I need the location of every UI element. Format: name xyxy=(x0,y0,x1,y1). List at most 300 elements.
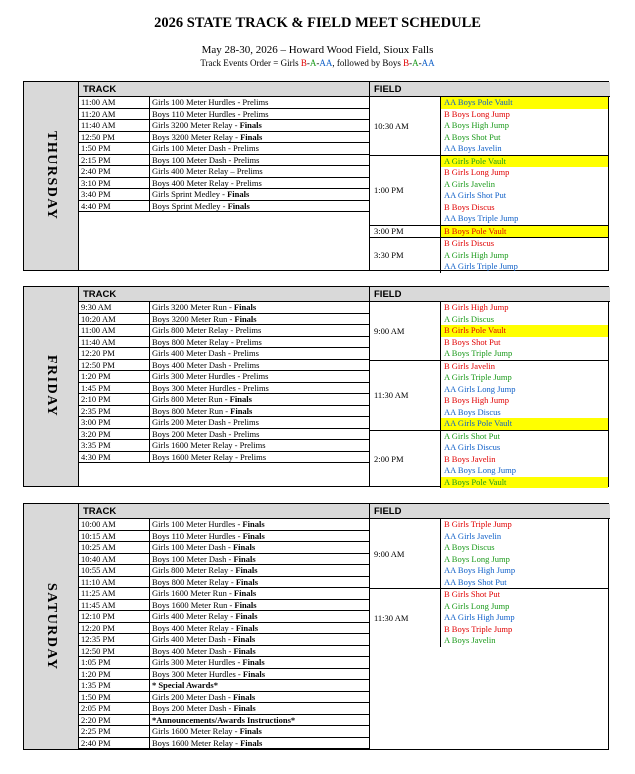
track-event-name: Girls 200 Meter Dash - xyxy=(152,691,233,702)
field-event: A Girls High Jump xyxy=(444,249,509,260)
track-event-final: Finals xyxy=(242,519,265,529)
field-event: B Girls High Jump xyxy=(444,302,509,312)
field-time-group xyxy=(370,156,608,226)
page-subtitle: May 28-30, 2026 – Howard Wood Field, Sioux Falls xyxy=(201,44,434,56)
track-event-name: Girls Sprint Medley - xyxy=(152,189,228,199)
table-row xyxy=(79,337,369,349)
track-event-name: Boys 200 Meter Dash - xyxy=(152,703,234,713)
track-event xyxy=(150,155,369,166)
track-event-name: Girls 100 Meter Dash - Prelims xyxy=(152,143,259,153)
track-event-name: Girls 200 Meter Dash - Prelims xyxy=(152,417,259,427)
field-time: 9:00 AM xyxy=(370,519,441,588)
track-event xyxy=(150,348,369,359)
table-row xyxy=(79,314,369,326)
field-event: B Boys Shot Put xyxy=(444,336,501,347)
field-time-group xyxy=(370,238,608,273)
order-girls-dash-2: - xyxy=(316,58,320,68)
field-event: AA Girls Long Jump xyxy=(444,383,516,394)
track-event xyxy=(150,371,369,382)
track-event xyxy=(150,634,369,645)
track-time: 3:35 PM xyxy=(79,440,150,451)
field-event: B Girls Shot Put xyxy=(444,589,500,599)
field-events xyxy=(441,361,608,430)
track-event-name: Boys 3200 Meter Relay - xyxy=(152,131,241,142)
field-event: B Girls Javelin xyxy=(444,360,495,371)
field-event: AA Boys High Jump xyxy=(444,565,516,575)
track-event xyxy=(150,623,369,634)
field-time-group xyxy=(370,431,608,489)
track-event xyxy=(150,519,369,530)
track-time: 11:40 AM xyxy=(79,120,150,131)
track-event-name: Girls 400 Meter Relay – Prelims xyxy=(152,166,263,176)
field-table xyxy=(369,97,608,270)
track-time: 4:30 PM xyxy=(79,452,150,463)
track-event-name: Girls 400 Meter Relay - xyxy=(152,611,236,621)
track-time: 11:00 AM xyxy=(79,97,150,108)
table-row xyxy=(79,417,369,429)
track-event-final: Finals xyxy=(242,657,265,667)
track-time: 1:20 PM xyxy=(79,669,150,680)
schedule-block-saturday xyxy=(23,503,609,750)
track-time: 11:00 AM xyxy=(79,325,150,336)
track-event xyxy=(150,109,369,120)
field-events xyxy=(441,519,608,588)
table-row xyxy=(79,657,369,669)
field-event: B Girls Triple Jump xyxy=(444,519,512,529)
field-event: A Girls Javelin xyxy=(444,178,495,189)
order-boys-dash-2: - xyxy=(418,58,422,68)
order-boys-dash-1: - xyxy=(409,58,413,68)
track-event xyxy=(150,680,369,691)
field-event: AA Boys Long Jump xyxy=(444,465,517,475)
track-event xyxy=(150,132,369,143)
track-event-name: Girls 1600 Meter Run - xyxy=(152,588,234,598)
track-event xyxy=(150,588,369,599)
field-time: 10:30 AM xyxy=(370,97,441,155)
track-time: 3:40 PM xyxy=(79,189,150,200)
field-event: AA Girls Discus xyxy=(444,442,501,452)
track-event xyxy=(150,726,369,737)
track-time: 1:50 PM xyxy=(79,692,150,703)
track-event-name: Boys 800 Meter Relay - Prelims xyxy=(152,336,262,347)
track-event-name: Girls 800 Meter Relay - Prelims xyxy=(152,325,262,335)
track-event xyxy=(150,406,369,417)
day-label-cell xyxy=(24,82,79,270)
track-event-name: Boys 300 Meter Hurdles - Prelims xyxy=(152,382,269,393)
field-events xyxy=(441,302,608,360)
track-event-name: Boys 100 Meter Dash - Prelims xyxy=(152,154,260,165)
field-event: A Girls Long Jump xyxy=(444,600,510,611)
track-event-final: Finals xyxy=(232,634,256,644)
order-girls-a: A xyxy=(309,58,317,68)
table-row xyxy=(79,201,369,213)
track-event-final: Finals xyxy=(227,200,250,211)
field-event: A Boys Pole Vault xyxy=(441,477,608,489)
table-row xyxy=(79,542,369,554)
field-time: 11:30 AM xyxy=(370,589,441,647)
track-time: 10:55 AM xyxy=(79,565,150,576)
track-event-name: Girls 800 Meter Run - xyxy=(152,394,230,404)
track-time: 12:20 PM xyxy=(79,348,150,359)
table-row xyxy=(79,155,369,167)
track-event-name: Girls 400 Meter Dash - Prelims xyxy=(152,348,259,358)
table-row xyxy=(79,726,369,738)
track-event-final: Finals xyxy=(233,553,256,564)
track-header: TRACK xyxy=(79,287,369,302)
track-time: 3:10 PM xyxy=(79,178,150,189)
track-table xyxy=(79,519,369,749)
table-row xyxy=(79,623,369,635)
track-event-name: Girls 100 Meter Hurdles - Prelims xyxy=(152,97,269,107)
table-row xyxy=(79,325,369,337)
table-row xyxy=(79,669,369,681)
track-event-final: *Announcements/Awards Instructions* xyxy=(152,714,296,725)
track-event-final: Finals xyxy=(233,302,257,312)
table-row xyxy=(79,565,369,577)
day-label-cell xyxy=(24,287,79,486)
track-time: 12:50 PM xyxy=(79,360,150,371)
track-event xyxy=(150,531,369,542)
day-label: FRIDAY xyxy=(44,355,59,418)
track-event xyxy=(150,738,369,749)
track-event xyxy=(150,600,369,611)
table-row xyxy=(79,166,369,178)
track-event-final: Finals xyxy=(235,611,258,621)
table-row xyxy=(79,531,369,543)
track-event xyxy=(150,360,369,371)
track-time: 4:40 PM xyxy=(79,201,150,212)
track-time: 10:40 AM xyxy=(79,554,150,565)
field-event: A Girls Triple Jump xyxy=(444,372,512,382)
track-event-name: Girls 1600 Meter Relay - xyxy=(152,726,240,736)
field-events xyxy=(441,156,608,225)
track-event-final: * Special Awards* xyxy=(152,680,218,690)
track-event xyxy=(150,417,369,428)
track-event-final: Finals xyxy=(240,131,263,142)
track-time: 9:30 AM xyxy=(79,302,150,313)
table-row xyxy=(79,394,369,406)
field-time-group xyxy=(370,97,608,156)
table-row xyxy=(79,360,369,372)
track-event xyxy=(150,669,369,680)
field-event: AA Girls High Jump xyxy=(444,612,515,622)
track-event-name: Boys 400 Meter Dash - xyxy=(152,645,234,656)
track-event-final: Finals xyxy=(239,120,262,130)
track-event xyxy=(150,429,369,440)
track-event-final: Finals xyxy=(232,691,256,702)
track-time: 12:10 PM xyxy=(79,611,150,622)
track-event-name: Boys 200 Meter Dash - Prelims xyxy=(152,428,260,439)
track-event-name: Girls 300 Meter Hurdles - Prelims xyxy=(152,371,269,381)
track-time: 11:20 AM xyxy=(79,109,150,120)
field-event: B Boys Pole Vault xyxy=(441,226,608,238)
track-event-final: Finals xyxy=(242,668,266,679)
table-row xyxy=(79,703,369,715)
track-time: 3:00 PM xyxy=(79,417,150,428)
table-row xyxy=(79,143,369,155)
table-row xyxy=(79,738,369,750)
field-event: A Boys Triple Jump xyxy=(444,348,513,358)
track-event-name: Girls 300 Meter Hurdles - xyxy=(152,657,243,667)
track-event-name: Boys 100 Meter Dash - xyxy=(152,553,234,564)
field-event: A Girls Shot Put xyxy=(444,430,500,441)
track-time: 2:15 PM xyxy=(79,155,150,166)
track-event xyxy=(150,715,369,726)
field-time: 11:30 AM xyxy=(370,361,441,430)
field-event: AA Boys Shot Put xyxy=(444,576,507,587)
field-event: AA Boys Triple Jump xyxy=(444,213,519,223)
field-time-group xyxy=(370,361,608,431)
track-event xyxy=(150,692,369,703)
track-event-name: Boys 400 Meter Relay - Prelims xyxy=(152,177,262,188)
track-event xyxy=(150,201,369,212)
track-order-note xyxy=(0,58,635,68)
track-event xyxy=(150,611,369,622)
track-event-name: Boys 110 Meter Hurdles - Prelims xyxy=(152,108,269,119)
field-time: 9:00 AM xyxy=(370,302,441,360)
track-time: 2:40 PM xyxy=(79,738,150,749)
day-label: SATURDAY xyxy=(44,582,59,671)
track-event-name: Girls 400 Meter Dash - xyxy=(152,634,233,644)
track-time: 1:35 PM xyxy=(79,680,150,691)
field-events xyxy=(441,226,608,238)
field-time: 1:00 PM xyxy=(370,156,441,225)
track-time: 11:40 AM xyxy=(79,337,150,348)
track-time: 11:25 AM xyxy=(79,588,150,599)
track-event-name: Boys 300 Meter Hurdles - xyxy=(152,668,243,679)
track-time: 10:00 AM xyxy=(79,519,150,530)
track-event-name: Girls 800 Meter Relay - xyxy=(152,565,236,575)
track-event xyxy=(150,452,369,463)
track-event xyxy=(150,646,369,657)
track-event-final: Finals xyxy=(233,703,256,713)
table-row xyxy=(79,577,369,589)
track-time: 2:35 PM xyxy=(79,406,150,417)
field-event: B Girls Pole Vault xyxy=(441,325,608,337)
schedule-block-friday xyxy=(23,286,609,487)
track-event-final: Finals xyxy=(234,599,257,610)
field-table xyxy=(369,519,608,749)
track-event xyxy=(150,325,369,336)
table-row xyxy=(79,440,369,452)
table-row xyxy=(79,120,369,132)
order-middle: , followed by Boys xyxy=(332,58,404,68)
track-event xyxy=(150,554,369,565)
track-time: 3:20 PM xyxy=(79,429,150,440)
track-event-final: Finals xyxy=(239,726,262,736)
page-title: 2026 STATE TRACK & FIELD MEET SCHEDULE xyxy=(154,15,481,31)
field-events xyxy=(441,238,608,273)
track-event xyxy=(150,97,369,108)
track-event xyxy=(150,577,369,588)
track-time: 2:25 PM xyxy=(79,726,150,737)
track-event xyxy=(150,189,369,200)
table-row xyxy=(79,383,369,395)
track-event xyxy=(150,302,369,313)
track-time: 2:10 PM xyxy=(79,394,150,405)
table-row xyxy=(79,554,369,566)
track-event xyxy=(150,440,369,451)
table-row xyxy=(79,519,369,531)
field-events xyxy=(441,589,608,647)
table-row xyxy=(79,692,369,704)
track-event xyxy=(150,542,369,553)
track-event xyxy=(150,166,369,177)
track-event xyxy=(150,657,369,668)
field-event: B Boys Triple Jump xyxy=(444,623,513,634)
field-event: AA Boys Pole Vault xyxy=(441,97,608,109)
table-row xyxy=(79,646,369,658)
field-event: B Boys Javelin xyxy=(444,453,496,464)
track-time: 12:35 PM xyxy=(79,634,150,645)
track-event-final: Finals xyxy=(242,530,265,541)
track-event-name: Boys 400 Meter Dash - Prelims xyxy=(152,359,260,370)
track-event-name: Boys 110 Meter Hurdles - xyxy=(152,530,243,541)
table-row xyxy=(79,600,369,612)
track-time: 12:50 PM xyxy=(79,646,150,657)
track-table xyxy=(79,302,369,486)
track-time: 10:20 AM xyxy=(79,314,150,325)
track-time: 1:45 PM xyxy=(79,383,150,394)
track-time: 1:50 PM xyxy=(79,143,150,154)
field-event: B Girls Discus xyxy=(444,238,495,248)
track-header: TRACK xyxy=(79,504,369,519)
track-event-name: Boys 800 Meter Run - xyxy=(152,405,231,416)
track-event-name: Boys 1600 Meter Run - xyxy=(152,599,235,610)
track-event-final: Finals xyxy=(235,622,259,633)
order-boys-b: B xyxy=(403,58,410,68)
field-time-group xyxy=(370,302,608,361)
track-event xyxy=(150,178,369,189)
track-event-final: Finals xyxy=(240,737,263,748)
track-event xyxy=(150,120,369,131)
field-time-group xyxy=(370,519,608,589)
track-event-name: Boys 400 Meter Relay - xyxy=(152,622,236,633)
field-time: 3:30 PM xyxy=(370,238,441,273)
track-event xyxy=(150,565,369,576)
track-event-final: Finals xyxy=(233,645,256,656)
table-row xyxy=(79,371,369,383)
order-girls-dash-1: - xyxy=(306,58,310,68)
table-row xyxy=(79,348,369,360)
track-time: 2:05 PM xyxy=(79,703,150,714)
table-row xyxy=(79,680,369,692)
table-row xyxy=(79,132,369,144)
track-time: 2:20 PM xyxy=(79,715,150,726)
track-event-name: Boys Sprint Medley - xyxy=(152,200,228,211)
order-girls-b: B xyxy=(300,58,307,68)
track-time: 10:15 AM xyxy=(79,531,150,542)
track-event-name: Boys 1600 Meter Relay - xyxy=(152,737,241,748)
order-prefix: Track Events Order = Girls xyxy=(200,58,301,68)
track-event-final: Finals xyxy=(227,189,250,199)
track-event xyxy=(150,394,369,405)
table-row xyxy=(79,452,369,464)
field-header: FIELD xyxy=(369,82,610,97)
track-time: 12:20 PM xyxy=(79,623,150,634)
table-row xyxy=(79,189,369,201)
track-event xyxy=(150,143,369,154)
field-event: A Boys Long Jump xyxy=(444,553,510,564)
field-event: B Boys Discus xyxy=(444,201,495,212)
field-event: B Boys Long Jump xyxy=(444,108,510,119)
table-row xyxy=(79,97,369,109)
day-label-cell xyxy=(24,504,79,749)
order-boys-aa: AA xyxy=(421,58,435,68)
field-time: 3:00 PM xyxy=(370,226,441,238)
field-event: AA Boys Discus xyxy=(444,406,501,417)
field-events xyxy=(441,431,608,489)
track-event xyxy=(150,314,369,325)
table-row xyxy=(79,611,369,623)
order-boys-a: A xyxy=(412,58,419,68)
track-event-final: Finals xyxy=(235,576,259,587)
track-time: 10:25 AM xyxy=(79,542,150,553)
schedule-block-thursday xyxy=(23,81,609,271)
field-events xyxy=(441,97,608,155)
field-time-group xyxy=(370,589,608,647)
track-time: 12:50 PM xyxy=(79,132,150,143)
table-row xyxy=(79,302,369,314)
track-event-final: Finals xyxy=(232,542,256,552)
track-event-final: Finals xyxy=(229,394,252,404)
table-row xyxy=(79,178,369,190)
track-event-final: Finals xyxy=(235,565,258,575)
table-row xyxy=(79,634,369,646)
track-time: 1:20 PM xyxy=(79,371,150,382)
track-event-name: Boys 3200 Meter Run - xyxy=(152,313,235,324)
track-time: 2:40 PM xyxy=(79,166,150,177)
table-row xyxy=(79,406,369,418)
track-event-name: Girls 100 Meter Dash - xyxy=(152,542,233,552)
table-row xyxy=(79,715,369,727)
field-header: FIELD xyxy=(369,287,610,302)
track-event-final: Finals xyxy=(230,405,253,416)
field-event: AA Girls Pole Vault xyxy=(441,418,608,430)
track-event xyxy=(150,383,369,394)
track-event-name: Boys 1600 Meter Relay - Prelims xyxy=(152,451,267,462)
track-event-name: Boys 800 Meter Relay - xyxy=(152,576,236,587)
field-event: B Boys High Jump xyxy=(444,395,509,405)
field-time-group xyxy=(370,226,608,239)
field-time: 2:00 PM xyxy=(370,431,441,489)
field-header: FIELD xyxy=(369,504,610,519)
track-event-final: Finals xyxy=(234,313,257,324)
table-row xyxy=(79,429,369,441)
order-girls-aa: AA xyxy=(319,58,333,68)
track-event-final: Finals xyxy=(233,588,257,598)
table-row xyxy=(79,588,369,600)
track-event-name: Girls 100 Meter Hurdles - xyxy=(152,519,243,529)
field-event: AA Girls Shot Put xyxy=(444,190,507,200)
field-event: AA Boys Javelin xyxy=(444,143,502,153)
field-event: AA Girls Javelin xyxy=(444,530,502,541)
field-event: AA Girls Triple Jump xyxy=(444,261,518,271)
track-event-name: Girls 3200 Meter Relay - xyxy=(152,120,240,130)
track-table xyxy=(79,97,369,270)
track-header: TRACK xyxy=(79,82,369,97)
track-time: 11:10 AM xyxy=(79,577,150,588)
track-event xyxy=(150,337,369,348)
track-time: 11:45 AM xyxy=(79,600,150,611)
track-event-name: Girls 3200 Meter Run - xyxy=(152,302,234,312)
track-event xyxy=(150,703,369,714)
track-event-name: Girls 1600 Meter Relay - Prelims xyxy=(152,440,266,450)
field-event: A Boys Javelin xyxy=(444,635,496,645)
field-event: A Boys Shot Put xyxy=(444,131,501,142)
field-event: B Girls Long Jump xyxy=(444,167,510,177)
field-event: A Girls Pole Vault xyxy=(441,156,608,168)
